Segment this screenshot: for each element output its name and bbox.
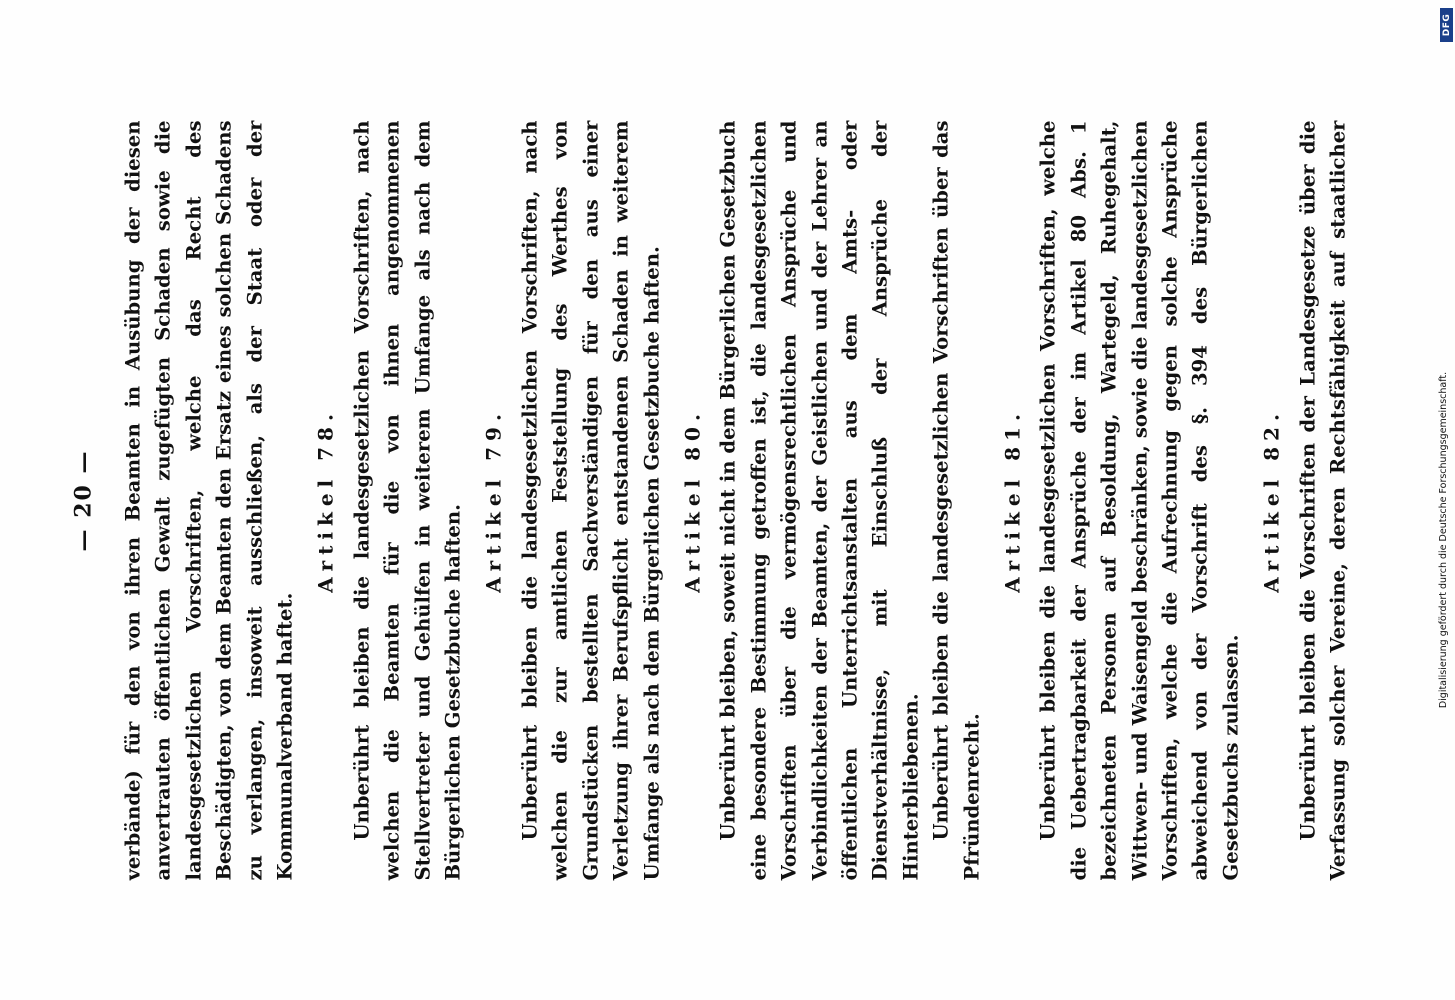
article-heading: Artikel 81. bbox=[999, 407, 1024, 593]
dfg-logo-text: DFG bbox=[1441, 13, 1452, 37]
article-heading: Artikel 79. bbox=[481, 407, 506, 593]
article-heading: Artikel 82. bbox=[1259, 407, 1284, 593]
paragraph: verbände) für den von ihren Beamten in Ausübung der diesen anvertrauten öffentlichen Gewalt zugefügten Schaden sowie die landesgesetzlichen Vorschriften, welche das Recht des Beschädigten, von dem Beamten den Ersatz eines solchen Schadens zu verlangen, insoweit ausschließen, als der Staat oder der Kommunalverband haftet. bbox=[121, 120, 297, 880]
article-heading: Artikel 80. bbox=[679, 407, 704, 593]
paragraph: Unberührt bleiben die landesgesetzlichen Vorschriften, welche die Uebertragbarkeit der Ansprüche der im Artikel 80 Abs. 1 bezeichneten Personen auf Besoldung, Wartegeld, Ruhegehalt, Wittwen- und Waisengeld beschränken, sowie die landesgesetzlichen Vorschriften, welche die Aufrechnung gegen solche Ansprüche abweichend von der Vorschrift des §. 394 des Bürgerlichen Gesetzbuchs zulassen. bbox=[1036, 120, 1242, 880]
dfg-logo bbox=[1440, 8, 1453, 42]
paragraph: Unberührt bleiben die Vorschriften der Landesgesetze über die Verfassung solcher Vereine, deren Rechtsfähigkeit auf staatlicher bbox=[1295, 120, 1350, 880]
paragraph: Unberührt bleiben, soweit nicht in dem Bürgerlichen Gesetzbuch eine besondere Bestimmung getroffen ist, die landesgesetzlichen Vorschriften über die vermögensrechtlichen Ansprüche und Verbindlichkeiten der Beamten, der Geistlichen und der Lehrer an öffentlichen Unterrichtsanstalten aus dem Amts- oder Dienstverhältnisse, mit Einschluß der Ansprüche der Hinterbliebenen. bbox=[716, 120, 922, 880]
digitization-credit bbox=[1438, 330, 1450, 750]
paragraph: Unberührt bleiben die landesgesetzlichen Vorschriften über das Pfründenrecht. bbox=[929, 120, 983, 880]
text-body bbox=[118, 120, 1358, 880]
digitization-credit-text: Digitalisierung gefördert durch die Deutsche Forschungsgemeinschaft. bbox=[1438, 371, 1449, 709]
paragraph: Unberührt bleiben die landesgesetzlichen Vorschriften, nach welchen die zur amtlichen Feststellung des Werthes von Grundstücken bestellten Sachverständigen für den aus einer Verletzung ihrer Berufspflicht entstandenen Schaden in weiterem Umfange als nach dem Bürgerlichen Gesetzbuche haften. bbox=[517, 120, 663, 880]
article-heading: Artikel 78. bbox=[313, 407, 338, 593]
paragraph: Unberührt bleiben die landesgesetzlichen Vorschriften, nach welchen die Beamten für die von ihnen angenommenen Stellvertreter und Gehülfen in weiterem Umfange als nach dem Bürgerlichen Gesetzbuche haften. bbox=[349, 120, 465, 880]
page-number: — 20 — bbox=[70, 449, 96, 551]
